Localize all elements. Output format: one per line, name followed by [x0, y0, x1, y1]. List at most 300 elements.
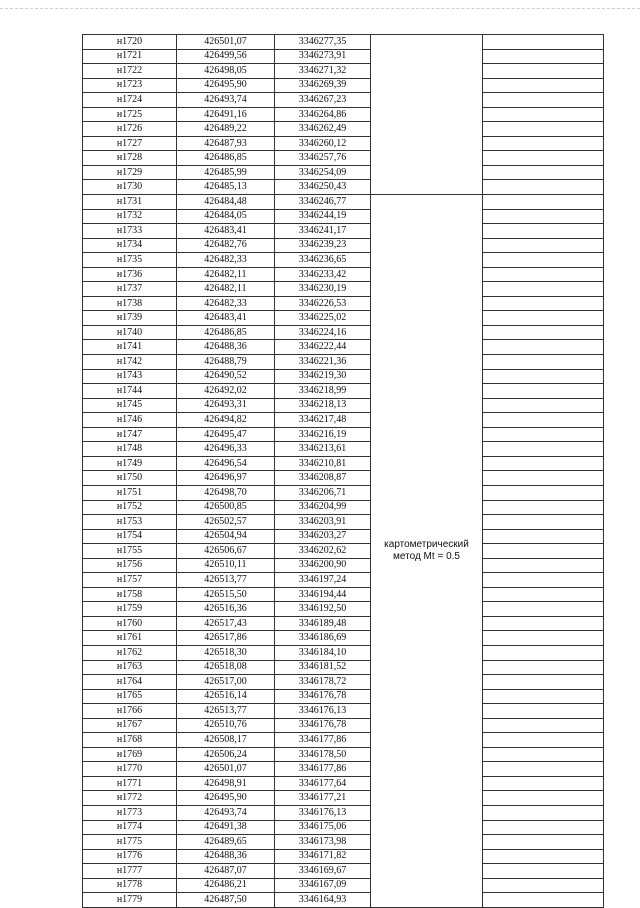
- table-row: [83, 253, 604, 268]
- y-coordinate-cell: 3346203,27: [275, 529, 371, 544]
- point-name-cell: н1771: [83, 776, 177, 791]
- x-coordinate-cell: 426500,85: [177, 500, 275, 515]
- point-name-cell: н1725: [83, 107, 177, 122]
- empty-cell: [483, 311, 604, 326]
- table-row: [83, 49, 604, 64]
- y-coordinate-cell: 3346173,98: [275, 835, 371, 850]
- point-name-cell: н1727: [83, 136, 177, 151]
- point-name-cell: н1743: [83, 369, 177, 384]
- empty-cell: [483, 558, 604, 573]
- y-coordinate-cell: 3346176,78: [275, 718, 371, 733]
- y-coordinate-cell: 3346171,82: [275, 849, 371, 864]
- point-name-cell: н1753: [83, 515, 177, 530]
- table-row: [83, 718, 604, 733]
- x-coordinate-cell: 426485,99: [177, 165, 275, 180]
- point-name-cell: н1728: [83, 151, 177, 166]
- y-coordinate-cell: 3346224,16: [275, 325, 371, 340]
- empty-cell: [483, 442, 604, 457]
- table-row: [83, 602, 604, 617]
- x-coordinate-cell: 426492,02: [177, 384, 275, 399]
- x-coordinate-cell: 426510,76: [177, 718, 275, 733]
- y-coordinate-cell: 3346254,09: [275, 165, 371, 180]
- x-coordinate-cell: 426501,07: [177, 762, 275, 777]
- table-row: [83, 165, 604, 180]
- y-coordinate-cell: 3346178,72: [275, 675, 371, 690]
- point-name-cell: н1778: [83, 878, 177, 893]
- table-row: [83, 762, 604, 777]
- empty-cell: [483, 136, 604, 151]
- y-coordinate-cell: 3346269,39: [275, 78, 371, 93]
- table-row: [83, 689, 604, 704]
- x-coordinate-cell: 426488,36: [177, 849, 275, 864]
- point-name-cell: н1756: [83, 558, 177, 573]
- point-name-cell: н1777: [83, 864, 177, 879]
- table-row: [83, 369, 604, 384]
- x-coordinate-cell: 426496,33: [177, 442, 275, 457]
- table-row: [83, 456, 604, 471]
- y-coordinate-cell: 3346178,50: [275, 747, 371, 762]
- y-coordinate-cell: 3346164,93: [275, 893, 371, 908]
- x-coordinate-cell: 426517,00: [177, 675, 275, 690]
- y-coordinate-cell: 3346241,17: [275, 224, 371, 239]
- y-coordinate-cell: 3346219,30: [275, 369, 371, 384]
- y-coordinate-cell: 3346208,87: [275, 471, 371, 486]
- empty-cell: [483, 224, 604, 239]
- table-row: [83, 413, 604, 428]
- x-coordinate-cell: 426517,43: [177, 616, 275, 631]
- empty-cell: [483, 573, 604, 588]
- point-name-cell: н1750: [83, 471, 177, 486]
- x-coordinate-cell: 426482,11: [177, 267, 275, 282]
- table-row: [83, 442, 604, 457]
- x-coordinate-cell: 426486,21: [177, 878, 275, 893]
- table-row: [83, 849, 604, 864]
- point-name-cell: н1765: [83, 689, 177, 704]
- y-coordinate-cell: 3346194,44: [275, 587, 371, 602]
- point-name-cell: н1739: [83, 311, 177, 326]
- x-coordinate-cell: 426516,14: [177, 689, 275, 704]
- table-row: [83, 733, 604, 748]
- table-row: [83, 340, 604, 355]
- table-row: [83, 645, 604, 660]
- table-row: [83, 325, 604, 340]
- table-row: [83, 151, 604, 166]
- y-coordinate-cell: 3346267,23: [275, 93, 371, 108]
- table-row: [83, 355, 604, 370]
- table-row: [83, 893, 604, 908]
- table-row: [83, 835, 604, 850]
- method-cell-upper: [371, 35, 483, 195]
- table-row: [83, 93, 604, 108]
- x-coordinate-cell: 426518,30: [177, 645, 275, 660]
- empty-cell: [483, 355, 604, 370]
- y-coordinate-cell: 3346177,86: [275, 733, 371, 748]
- table-row: [83, 427, 604, 442]
- empty-cell: [483, 500, 604, 515]
- point-name-cell: н1742: [83, 355, 177, 370]
- x-coordinate-cell: 426485,13: [177, 180, 275, 195]
- point-name-cell: н1763: [83, 660, 177, 675]
- x-coordinate-cell: 426484,05: [177, 209, 275, 224]
- table-row: [83, 107, 604, 122]
- x-coordinate-cell: 426491,38: [177, 820, 275, 835]
- point-name-cell: н1755: [83, 544, 177, 559]
- point-name-cell: н1773: [83, 805, 177, 820]
- empty-cell: [483, 602, 604, 617]
- x-coordinate-cell: 426513,77: [177, 704, 275, 719]
- y-coordinate-cell: 3346177,21: [275, 791, 371, 806]
- y-coordinate-cell: 3346181,52: [275, 660, 371, 675]
- y-coordinate-cell: 3346226,53: [275, 296, 371, 311]
- x-coordinate-cell: 426506,24: [177, 747, 275, 762]
- y-coordinate-cell: 3346176,13: [275, 805, 371, 820]
- x-coordinate-cell: 426482,76: [177, 238, 275, 253]
- x-coordinate-cell: 426499,56: [177, 49, 275, 64]
- x-coordinate-cell: 426493,74: [177, 805, 275, 820]
- point-name-cell: н1737: [83, 282, 177, 297]
- y-coordinate-cell: 3346230,19: [275, 282, 371, 297]
- empty-cell: [483, 340, 604, 355]
- x-coordinate-cell: 426501,07: [177, 35, 275, 50]
- x-coordinate-cell: 426487,50: [177, 893, 275, 908]
- x-coordinate-cell: 426496,54: [177, 456, 275, 471]
- x-coordinate-cell: 426493,74: [177, 93, 275, 108]
- point-name-cell: н1721: [83, 49, 177, 64]
- y-coordinate-cell: 3346176,13: [275, 704, 371, 719]
- empty-cell: [483, 660, 604, 675]
- empty-cell: [483, 180, 604, 195]
- table-row: [83, 267, 604, 282]
- empty-cell: [483, 398, 604, 413]
- empty-cell: [483, 878, 604, 893]
- x-coordinate-cell: 426504,94: [177, 529, 275, 544]
- x-coordinate-cell: 426513,77: [177, 573, 275, 588]
- empty-cell: [483, 296, 604, 311]
- x-coordinate-cell: 426506,67: [177, 544, 275, 559]
- x-coordinate-cell: 426498,91: [177, 776, 275, 791]
- y-coordinate-cell: 3346244,19: [275, 209, 371, 224]
- y-coordinate-cell: 3346217,48: [275, 413, 371, 428]
- method-text-line-1: картометрический: [384, 538, 469, 550]
- table-row: [83, 224, 604, 239]
- point-name-cell: н1733: [83, 224, 177, 239]
- y-coordinate-cell: 3346203,91: [275, 515, 371, 530]
- point-name-cell: н1758: [83, 587, 177, 602]
- point-name-cell: н1754: [83, 529, 177, 544]
- y-coordinate-cell: 3346257,76: [275, 151, 371, 166]
- y-coordinate-cell: 3346192,50: [275, 602, 371, 617]
- x-coordinate-cell: 426489,22: [177, 122, 275, 137]
- table-row: [83, 471, 604, 486]
- y-coordinate-cell: 3346250,43: [275, 180, 371, 195]
- empty-cell: [483, 413, 604, 428]
- empty-cell: [483, 64, 604, 79]
- point-name-cell: н1735: [83, 253, 177, 268]
- empty-cell: [483, 631, 604, 646]
- y-coordinate-cell: 3346264,86: [275, 107, 371, 122]
- table-row: [83, 122, 604, 137]
- empty-cell: [483, 835, 604, 850]
- point-name-cell: н1730: [83, 180, 177, 195]
- empty-cell: [483, 718, 604, 733]
- point-name-cell: н1723: [83, 78, 177, 93]
- x-coordinate-cell: 426495,90: [177, 78, 275, 93]
- empty-cell: [483, 49, 604, 64]
- y-coordinate-cell: 3346216,19: [275, 427, 371, 442]
- empty-cell: [483, 151, 604, 166]
- table-row: [83, 209, 604, 224]
- empty-cell: [483, 238, 604, 253]
- point-name-cell: н1722: [83, 64, 177, 79]
- y-coordinate-cell: 3346176,78: [275, 689, 371, 704]
- y-coordinate-cell: 3346225,02: [275, 311, 371, 326]
- empty-cell: [483, 616, 604, 631]
- empty-cell: [483, 78, 604, 93]
- y-coordinate-cell: 3346200,90: [275, 558, 371, 573]
- empty-cell: [483, 485, 604, 500]
- empty-cell: [483, 427, 604, 442]
- empty-cell: [483, 747, 604, 762]
- table-row: [83, 311, 604, 326]
- point-name-cell: н1752: [83, 500, 177, 515]
- point-name-cell: н1731: [83, 195, 177, 210]
- empty-cell: [483, 515, 604, 530]
- y-coordinate-cell: 3346277,35: [275, 35, 371, 50]
- y-coordinate-cell: 3346239,23: [275, 238, 371, 253]
- table-row: [83, 384, 604, 399]
- y-coordinate-cell: 3346262,49: [275, 122, 371, 137]
- y-coordinate-cell: 3346169,67: [275, 864, 371, 879]
- empty-cell: [483, 645, 604, 660]
- empty-cell: [483, 776, 604, 791]
- table-row: [83, 864, 604, 879]
- table-row: [83, 398, 604, 413]
- point-name-cell: н1772: [83, 791, 177, 806]
- y-coordinate-cell: 3346175,06: [275, 820, 371, 835]
- point-name-cell: н1729: [83, 165, 177, 180]
- method-text-line-2: метод Mt = 0.5: [393, 550, 460, 562]
- x-coordinate-cell: 426495,90: [177, 791, 275, 806]
- table-row: [83, 558, 604, 573]
- table-row: [83, 878, 604, 893]
- table-row: [83, 180, 604, 195]
- point-name-cell: н1732: [83, 209, 177, 224]
- y-coordinate-cell: 3346184,10: [275, 645, 371, 660]
- y-coordinate-cell: 3346210,81: [275, 456, 371, 471]
- empty-cell: [483, 282, 604, 297]
- x-coordinate-cell: 426482,11: [177, 282, 275, 297]
- point-name-cell: н1749: [83, 456, 177, 471]
- table-row: [83, 631, 604, 646]
- table-row: [83, 587, 604, 602]
- point-name-cell: н1760: [83, 616, 177, 631]
- table-row: [83, 805, 604, 820]
- empty-cell: [483, 122, 604, 137]
- empty-cell: [483, 587, 604, 602]
- empty-cell: [483, 369, 604, 384]
- x-coordinate-cell: 426518,08: [177, 660, 275, 675]
- empty-cell: [483, 704, 604, 719]
- table-row: [83, 485, 604, 500]
- point-name-cell: н1775: [83, 835, 177, 850]
- x-coordinate-cell: 426484,48: [177, 195, 275, 210]
- point-name-cell: н1779: [83, 893, 177, 908]
- point-name-cell: н1744: [83, 384, 177, 399]
- y-coordinate-cell: 3346206,71: [275, 485, 371, 500]
- y-coordinate-cell: 3346233,42: [275, 267, 371, 282]
- table-row: [83, 675, 604, 690]
- point-name-cell: н1769: [83, 747, 177, 762]
- point-name-cell: н1776: [83, 849, 177, 864]
- y-coordinate-cell: 3346271,32: [275, 64, 371, 79]
- table-row: [83, 616, 604, 631]
- x-coordinate-cell: 426483,41: [177, 311, 275, 326]
- x-coordinate-cell: 426487,93: [177, 136, 275, 151]
- point-name-cell: н1720: [83, 35, 177, 50]
- y-coordinate-cell: 3346189,48: [275, 616, 371, 631]
- table-row: [83, 660, 604, 675]
- table-row: [83, 35, 604, 50]
- point-name-cell: н1768: [83, 733, 177, 748]
- table-row: [83, 282, 604, 297]
- empty-cell: [483, 195, 604, 210]
- x-coordinate-cell: 426489,65: [177, 835, 275, 850]
- empty-cell: [483, 864, 604, 879]
- empty-cell: [483, 456, 604, 471]
- point-name-cell: н1766: [83, 704, 177, 719]
- coordinates-table: [82, 34, 604, 908]
- point-name-cell: н1746: [83, 413, 177, 428]
- y-coordinate-cell: 3346202,62: [275, 544, 371, 559]
- empty-cell: [483, 165, 604, 180]
- empty-cell: [483, 893, 604, 908]
- point-name-cell: н1751: [83, 485, 177, 500]
- table-row: [83, 195, 604, 210]
- y-coordinate-cell: 3346167,09: [275, 878, 371, 893]
- table-row: [83, 573, 604, 588]
- table-row: [83, 529, 604, 544]
- table-row: [83, 136, 604, 151]
- point-name-cell: н1736: [83, 267, 177, 282]
- empty-cell: [483, 805, 604, 820]
- empty-cell: [483, 689, 604, 704]
- x-coordinate-cell: 426498,05: [177, 64, 275, 79]
- y-coordinate-cell: 3346186,69: [275, 631, 371, 646]
- x-coordinate-cell: 426496,97: [177, 471, 275, 486]
- coordinates-table-body: [83, 35, 604, 908]
- empty-cell: [483, 675, 604, 690]
- point-name-cell: н1740: [83, 325, 177, 340]
- empty-cell: [483, 253, 604, 268]
- point-name-cell: н1761: [83, 631, 177, 646]
- y-coordinate-cell: 3346177,64: [275, 776, 371, 791]
- point-name-cell: н1738: [83, 296, 177, 311]
- x-coordinate-cell: 426516,36: [177, 602, 275, 617]
- table-row: [83, 791, 604, 806]
- table-row: [83, 515, 604, 530]
- empty-cell: [483, 384, 604, 399]
- table-row: [83, 544, 604, 559]
- y-coordinate-cell: 3346222,44: [275, 340, 371, 355]
- point-name-cell: н1759: [83, 602, 177, 617]
- x-coordinate-cell: 426483,41: [177, 224, 275, 239]
- y-coordinate-cell: 3346236,65: [275, 253, 371, 268]
- point-name-cell: н1767: [83, 718, 177, 733]
- scan-edge-line: [0, 8, 640, 10]
- x-coordinate-cell: 426517,86: [177, 631, 275, 646]
- empty-cell: [483, 820, 604, 835]
- empty-cell: [483, 544, 604, 559]
- x-coordinate-cell: 426510,11: [177, 558, 275, 573]
- x-coordinate-cell: 426495,47: [177, 427, 275, 442]
- point-name-cell: н1747: [83, 427, 177, 442]
- y-coordinate-cell: 3346260,12: [275, 136, 371, 151]
- point-name-cell: н1724: [83, 93, 177, 108]
- empty-cell: [483, 35, 604, 50]
- y-coordinate-cell: 3346197,24: [275, 573, 371, 588]
- x-coordinate-cell: 426493,31: [177, 398, 275, 413]
- point-name-cell: н1764: [83, 675, 177, 690]
- y-coordinate-cell: 3346221,36: [275, 355, 371, 370]
- point-name-cell: н1770: [83, 762, 177, 777]
- table-row: [83, 704, 604, 719]
- x-coordinate-cell: 426482,33: [177, 296, 275, 311]
- table-row: [83, 500, 604, 515]
- table-row: [83, 64, 604, 79]
- y-coordinate-cell: 3346213,61: [275, 442, 371, 457]
- empty-cell: [483, 325, 604, 340]
- y-coordinate-cell: 3346246,77: [275, 195, 371, 210]
- point-name-cell: н1745: [83, 398, 177, 413]
- point-name-cell: н1762: [83, 645, 177, 660]
- empty-cell: [483, 762, 604, 777]
- table-row: [83, 776, 604, 791]
- x-coordinate-cell: 426487,07: [177, 864, 275, 879]
- x-coordinate-cell: 426494,82: [177, 413, 275, 428]
- x-coordinate-cell: 426486,85: [177, 151, 275, 166]
- table-row: [83, 78, 604, 93]
- x-coordinate-cell: 426508,17: [177, 733, 275, 748]
- method-cell: [371, 195, 483, 908]
- y-coordinate-cell: 3346204,99: [275, 500, 371, 515]
- point-name-cell: н1734: [83, 238, 177, 253]
- point-name-cell: н1748: [83, 442, 177, 457]
- empty-cell: [483, 791, 604, 806]
- empty-cell: [483, 93, 604, 108]
- x-coordinate-cell: 426515,50: [177, 587, 275, 602]
- x-coordinate-cell: 426482,33: [177, 253, 275, 268]
- empty-cell: [483, 471, 604, 486]
- table-row: [83, 820, 604, 835]
- table-row: [83, 296, 604, 311]
- x-coordinate-cell: 426488,79: [177, 355, 275, 370]
- y-coordinate-cell: 3346273,91: [275, 49, 371, 64]
- x-coordinate-cell: 426486,85: [177, 325, 275, 340]
- empty-cell: [483, 849, 604, 864]
- x-coordinate-cell: 426488,36: [177, 340, 275, 355]
- x-coordinate-cell: 426490,52: [177, 369, 275, 384]
- empty-cell: [483, 209, 604, 224]
- y-coordinate-cell: 3346218,13: [275, 398, 371, 413]
- point-name-cell: н1757: [83, 573, 177, 588]
- table-row: [83, 747, 604, 762]
- point-name-cell: н1774: [83, 820, 177, 835]
- empty-cell: [483, 529, 604, 544]
- point-name-cell: н1726: [83, 122, 177, 137]
- x-coordinate-cell: 426498,70: [177, 485, 275, 500]
- empty-cell: [483, 267, 604, 282]
- x-coordinate-cell: 426502,57: [177, 515, 275, 530]
